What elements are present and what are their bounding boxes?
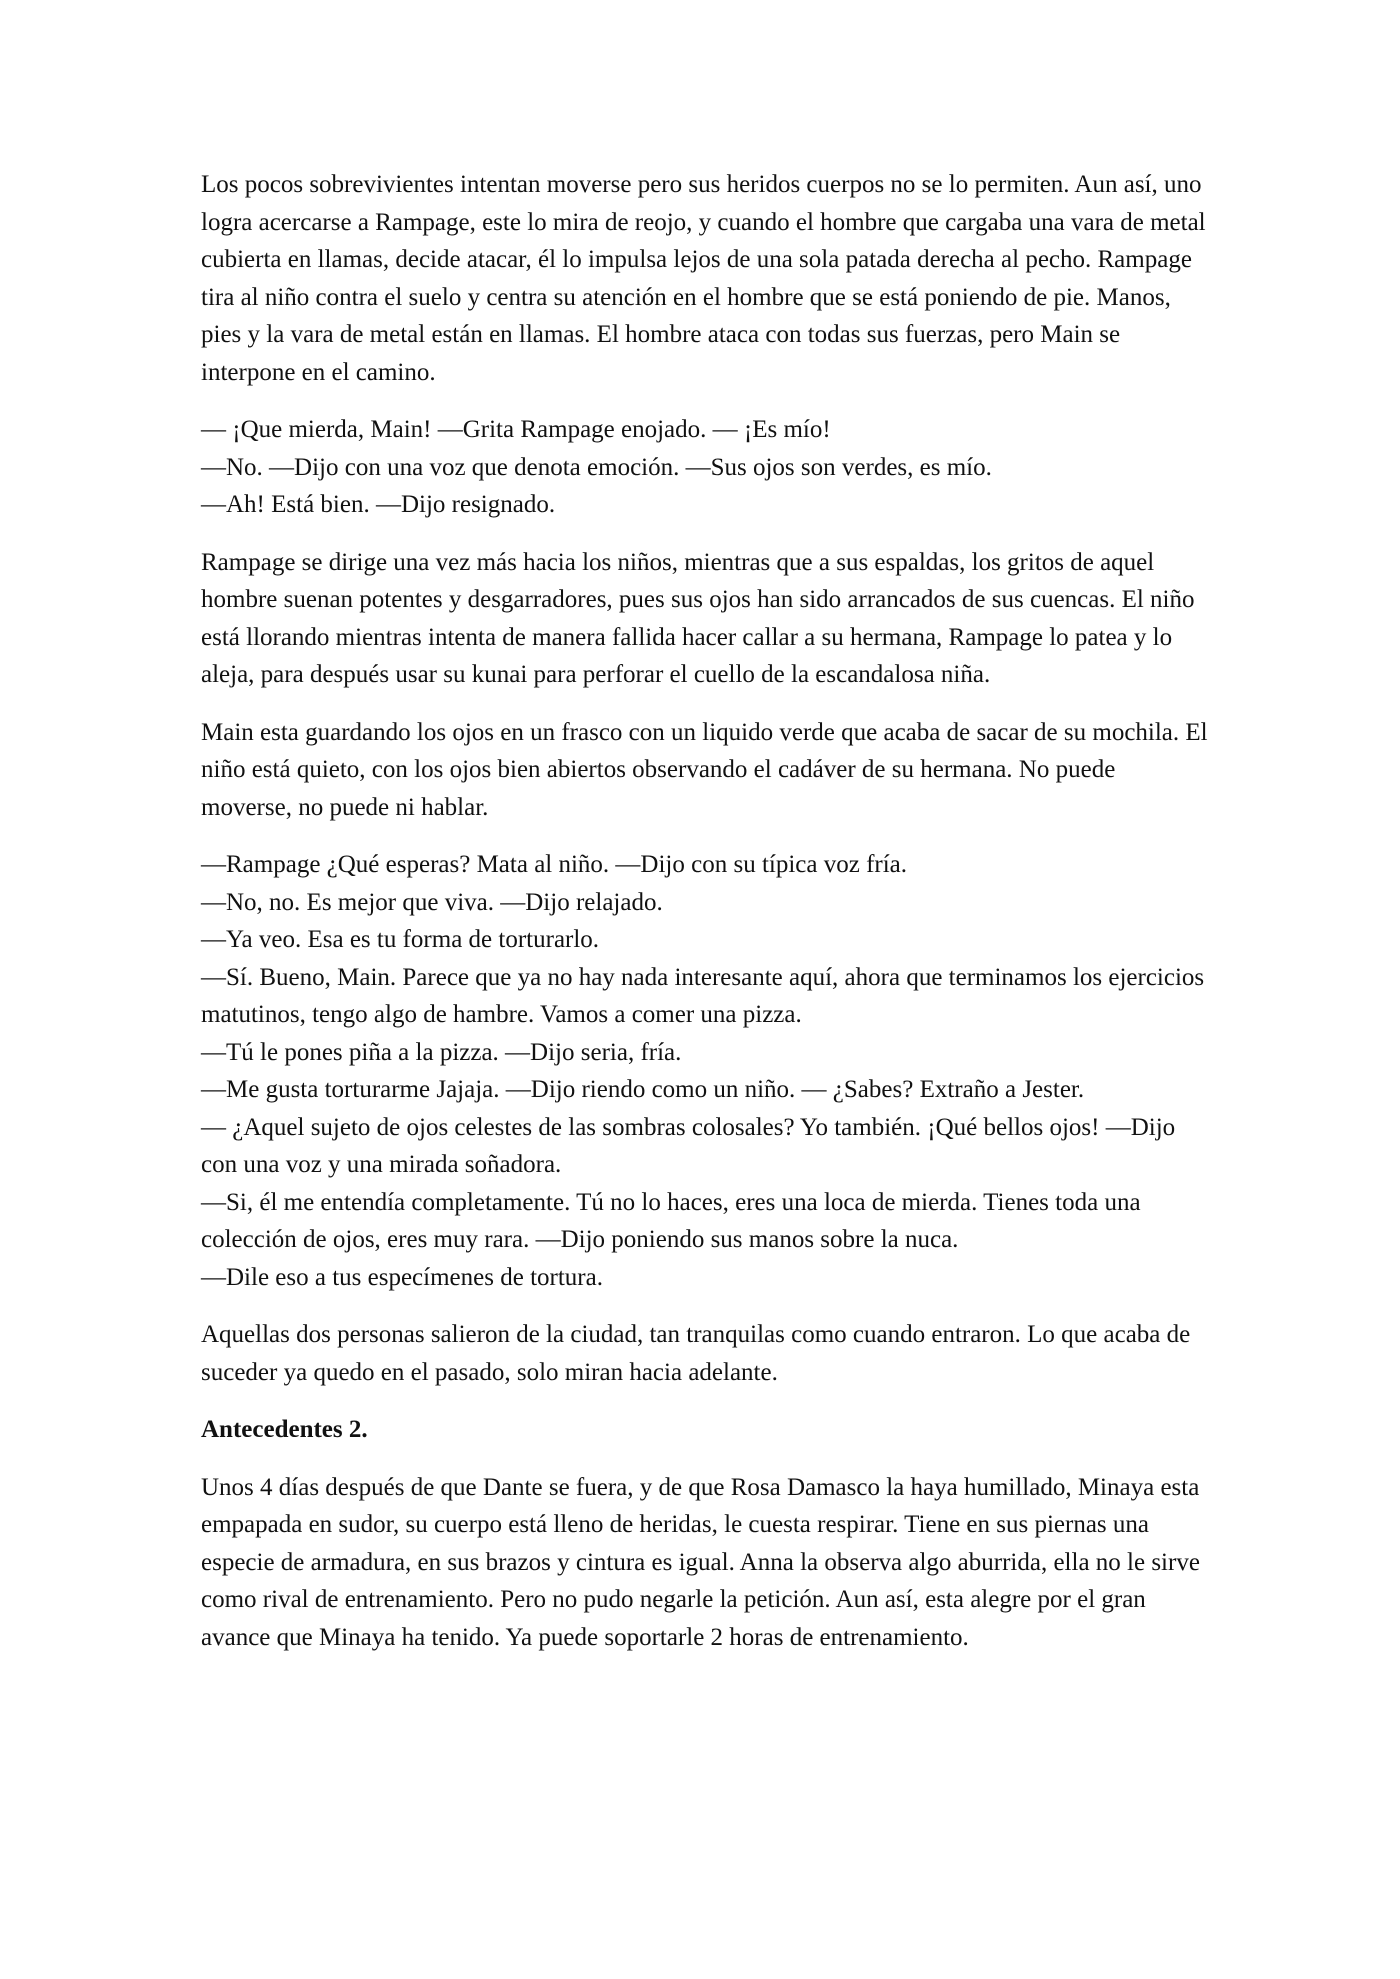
dialogue-line: —Sí. Bueno, Main. Parece que ya no hay nada interesante aquí, ahora que terminamos los ejercicios matutinos, tengo algo de hambre. Vamos a comer una pizza.	[201, 963, 1205, 1028]
paragraph-left-city: Aquellas dos personas salieron de la ciudad, tan tranquilas como cuando entraron. Lo que acaba de suceder ya quedo en el pasado, solo miran hacia adelante.	[201, 1321, 1191, 1386]
dialogue-line: —Si, él me entendía completamente. Tú no lo haces, eres una loca de mierda. Tienes toda una colección de ojos, eres muy rara. —Dijo poniendo sus manos sobre la nuca.	[201, 1188, 1141, 1253]
dialogue-line: —Me gusta torturarme Jajaja. —Dijo riendo como un niño. — ¿Sabes? Extraño a Jester.	[201, 1076, 1085, 1103]
dialogue-line: —No. —Dijo con una voz que denota emoción. —Sus ojos son verdes, es mío.	[201, 453, 992, 481]
paragraph-main-jar: Main esta guardando los ojos en un frasco con un liquido verde que acaba de sacar de su mochila. El niño está quieto, con los ojos bien abiertos observando el cadáver de su hermana. No puede moverse, no puede ni hablar.	[201, 718, 1208, 821]
dialogue-line: — ¡Que mierda, Main! —Grita Rampage enojado. — ¡Es mío!	[201, 416, 831, 443]
dialogue-line: —Ah! Está bien. —Dijo resignado.	[201, 491, 556, 518]
dialogue-line: —Ya veo. Esa es tu forma de torturarlo.	[201, 926, 600, 953]
dialogue-line: — ¿Aquel sujeto de ojos celestes de las sombras colosales? Yo también. ¡Qué bellos ojos! —Dijo con una voz y una mirada soñadora.	[201, 1113, 1176, 1178]
dialogue-block-2	[201, 846, 1211, 1296]
dialogue-block-1	[201, 411, 1211, 524]
paragraph-minaya-training: Unos 4 días después de que Dante se fuera, y de que Rosa Damasco la haya humillado, Minaya esta empapada en sudor, su cuerpo está lleno de heridas, le cuesta respirar. Tiene en sus piernas una especie de armadura, en sus brazos y cintura es igual. Anna la observa algo aburrida, ella no le sirve como rival de entrenamiento. Pero no pudo negarle la petición. Aun así, esta alegre por el gran avance que Minaya ha tenido. Ya puede soportarle 2 horas de entrenamiento.	[201, 1473, 1200, 1651]
section-heading: Antecedentes 2.	[201, 1416, 368, 1443]
document-page	[201, 166, 1211, 1676]
paragraph-rampage-children: Rampage se dirige una vez más hacia los niños, mientras que a sus espaldas, los gritos de aquel hombre suenan potentes y desgarradores, pues sus ojos han sido arrancados de sus cuencas. El niño está llorando mientras intenta de manera fallida hacer callar a su hermana, Rampage lo patea y lo aleja, para después usar su kunai para perforar el cuello de la escandalosa niña.	[201, 548, 1195, 688]
dialogue-line: —No, no. Es mejor que viva. —Dijo relajado.	[201, 888, 663, 916]
paragraph-survivors: Los pocos sobrevivientes intentan moverse pero sus heridos cuerpos no se lo permiten. Aun así, uno logra acercarse a Rampage, este lo mira de reojo, y cuando el hombre que cargaba una vara de metal cubierta en llamas, decide atacar, él lo impulsa lejos de una sola patada derecha al pecho. Rampage tira al niño contra el suelo y centra su atención en el hombre que se está poniendo de pie. Manos, pies y la vara de metal están en llamas. El hombre ataca con todas sus fuerzas, pero Main se interpone en el camino.	[201, 171, 1206, 386]
dialogue-line: —Rampage ¿Qué esperas? Mata al niño. —Dijo con su típica voz fría.	[201, 851, 908, 878]
dialogue-line: —Tú le pones piña a la pizza. —Dijo seria, fría.	[201, 1038, 682, 1066]
dialogue-line: —Dile eso a tus especímenes de tortura.	[201, 1263, 603, 1291]
